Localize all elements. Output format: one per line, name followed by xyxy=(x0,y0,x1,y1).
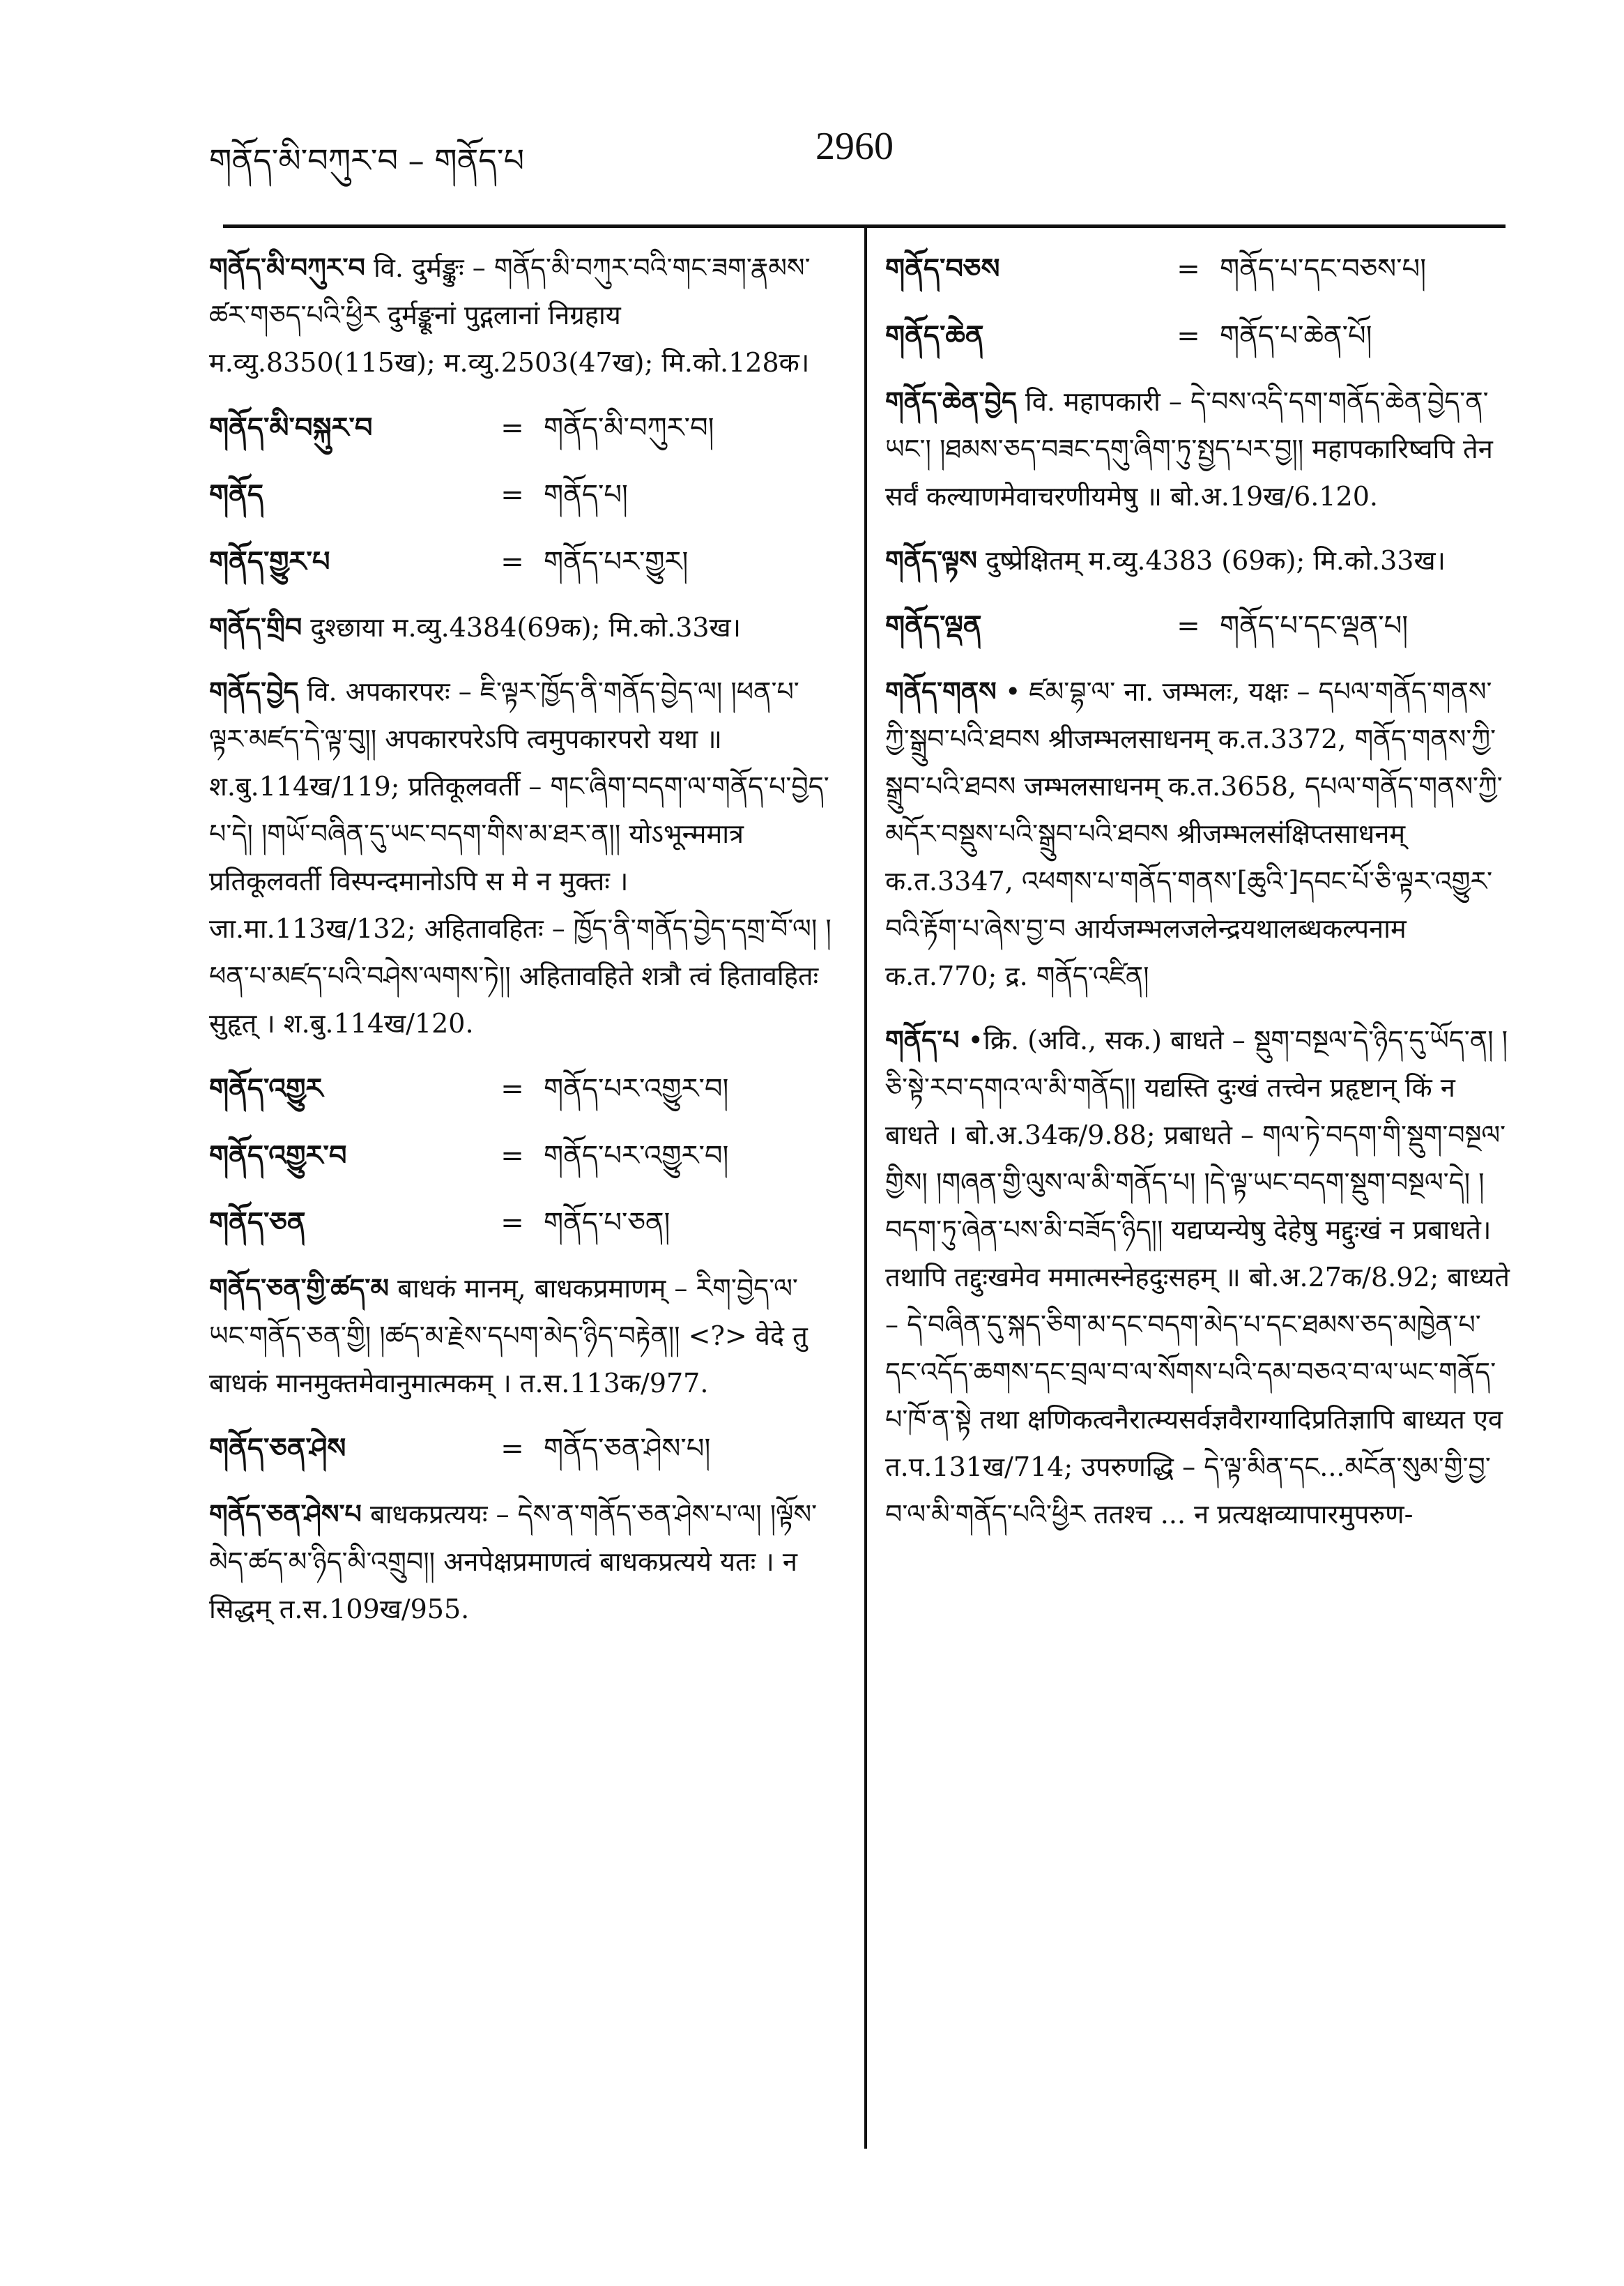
xref-equals: = xyxy=(500,1207,524,1239)
xref-headword: གནོད་ཅན xyxy=(209,1206,306,1239)
xref-equals: = xyxy=(500,1140,524,1172)
cross-reference xyxy=(209,470,836,520)
cross-reference xyxy=(209,1064,836,1114)
cross-reference xyxy=(209,1131,836,1181)
dictionary-entry xyxy=(209,1491,836,1633)
xref-equals: = xyxy=(1177,610,1200,642)
xref-target: གནོད་མི་བཀུར་བ། xyxy=(544,412,714,444)
xref-target: གནོད་པར་འགྱུར་བ། xyxy=(544,1140,729,1172)
xref-headword: གནོད་མི་བསྐུར་བ xyxy=(209,411,373,444)
entry-headword: གནོད་མི་བཀུར་བ xyxy=(209,252,365,283)
entry-definition: दुश्छाया म.व्यु.4384(69क); मि.को.33ख। xyxy=(310,612,742,643)
dictionary-entry xyxy=(885,537,1512,584)
cross-reference xyxy=(209,403,836,453)
xref-equals: = xyxy=(500,546,524,578)
xref-target: གནོད་པ་དང་བཅས་པ། xyxy=(1220,253,1427,285)
dictionary-entry xyxy=(209,668,836,1047)
xref-target: གནོད་པ་ཆེན་པོ། xyxy=(1220,320,1372,352)
entry-definition: दुष्प्रेक्षितम् म.व्यु.4383 (69क); मि.को.33ख। xyxy=(986,545,1446,576)
entry-definition: •क्रि. (अवि., सक.) बाधते – སྡུག་བསྔལ་དེ་ཉིད་དུ་ཡོད་ན། །ཅི་སྟེ་རབ་དགའ་ལ་མི་གནོད།། यद्यस्ति दुःखं तत्त्वेन प्रहृष्टान् किं न बाधते । बो.अ.34क/9.88; प्रबाधते – གལ་ཏེ་བདག་གི་སྡུག་བསྔལ་གྱིས། །གཞན་གྱི་ལུས་ལ་མི་གནོད་པ། །དེ་ལྟ་ཡང་བདག་སྡུག་བསྔལ་དེ། །བདག་ཏུ་ཞེན་པས་མི་བཟོད་ཉིད།། यद्यप्यन्येषु देहेषु मद्दुःखं न प्रबाधते। तथापि तद्दुःखमेव ममात्मस्नेहदुःसहम् ॥ बो.अ.27क/8.92; बाध्यते – དེ་བཞིན་དུ་སྐད་ཅིག་མ་དང་བདག་མེད་པ་དང་ཐམས་ཅད་མཁྱེན་པ་དང་འདོད་ཆགས་དང་བྲལ་བ་ལ་སོགས་པའི་དམ་བཅའ་བ་ལ་ཡང་གནོད་པ་ཁོ་ན་སྟེ तथा क्षणिकत्वनैरात्म्यसर्वज्ञवैराग्यादिप्रतिज्ञापि बाध्यत एव त.प.131ख/714; उपरुणद्धि – དེ་ལྟ་མིན་དང...མངོན་སུམ་གྱི་བྱ་བ་ལ་མི་གནོད་པའི་ཕྱིར ततश्च ... न प्रत्यक्षव्यापारमुपरुण- xyxy=(885,1025,1510,1530)
entry-definition: वि. महापकारी – དེ་བས་འདི་དག་གནོད་ཆེན་བྱེད་ན་ཡང་། །ཐམས་ཅད་བཟང་དགུ་ཞིག་ཏུ་སྤྱད་པར་བྱ།། महापकारिष्वपि तेन सर्वं कल्याणमेवाचरणीयमेषु ॥ बो.अ.19ख/6.120. xyxy=(885,386,1493,512)
xref-headword: གནོད་བཅས xyxy=(885,252,1000,285)
cross-reference xyxy=(885,311,1512,361)
cross-reference xyxy=(209,537,836,587)
entry-headword: གནོད་ལྟས xyxy=(885,544,977,576)
dictionary-entry xyxy=(209,604,836,651)
xref-target: གནོད་པར་གྱུར། xyxy=(544,546,689,578)
entry-headword: གནོད་པ xyxy=(885,1024,960,1056)
xref-target: གནོད་པ། xyxy=(544,479,628,511)
cross-reference xyxy=(209,1198,836,1248)
xref-equals: = xyxy=(1177,320,1200,352)
dictionary-entry xyxy=(209,1265,836,1407)
right-column xyxy=(885,244,1512,1555)
cross-reference xyxy=(209,1424,836,1474)
xref-headword: གནོད་འགྱུར་བ xyxy=(209,1139,347,1172)
xref-headword: གནོད་ལྡན xyxy=(885,609,982,642)
left-column xyxy=(209,244,836,1649)
column-divider xyxy=(864,224,867,2149)
xref-headword: གནོད་གྱུར་པ xyxy=(209,545,330,578)
entry-headword: གནོད་ཆེན་བྱེད xyxy=(885,386,1017,417)
xref-equals: = xyxy=(1177,253,1200,285)
entry-definition: बाधकं मानम्, बाधकप्रमाणम् – རིག་བྱེད་ལ་ཡང་གནོད་ཅན་གྱི། །ཚད་མ་རྗེས་དཔག་མེད་ཉིད་བརྟེན།། <?> वेदे तु बाधकं मानमुक्तमेवानुमात्मकम् । त.स.113क/977. xyxy=(209,1273,808,1399)
xref-headword: གནོད xyxy=(209,478,263,511)
entry-definition: बाधकप्रत्ययः – དེས་ན་གནོད་ཅན་ཤེས་པ་ལ། །ལྟོས་མེད་ཚད་མ་ཉིད་མི་འགྲུབ།། अनपेक्षप्रमाणत्वं बाधकप्रत्यये यतः । न सिद्धम् त.स.109ख/955. xyxy=(209,1499,818,1624)
entry-headword: གནོད་ཅན་ཤེས་པ xyxy=(209,1498,362,1530)
xref-equals: = xyxy=(500,1073,524,1105)
xref-target: གནོད་པ་དང་ལྡན་པ། xyxy=(1220,610,1409,642)
xref-headword: གནོད་འགྱུར xyxy=(209,1072,323,1105)
xref-equals: = xyxy=(500,412,524,444)
xref-target: གནོད་ཅན་ཤེས་པ། xyxy=(544,1433,711,1465)
xref-headword: གནོད་ཆེན xyxy=(885,319,984,352)
dictionary-entry xyxy=(885,378,1512,520)
dictionary-entry xyxy=(885,1016,1512,1538)
dictionary-entry xyxy=(209,244,836,386)
dictionary-entry xyxy=(885,668,1512,1000)
cross-reference xyxy=(885,601,1512,651)
xref-equals: = xyxy=(500,479,524,511)
xref-equals: = xyxy=(500,1433,524,1465)
running-header: གནོད་མི་བཀུར་བ – གནོད་པ xyxy=(209,142,525,179)
entry-headword: གནོད་གྲིབ xyxy=(209,611,302,643)
xref-target: གནོད་པ་ཅན། xyxy=(544,1207,671,1239)
entry-definition: वि. अपकारपरः – ཇི་ལྟར་ཁྱོད་ནི་གནོད་བྱེད་ལ། །ཕན་པ་ལྟར་མཛད་དེ་ལྟ་བུ།། अपकारपरेऽपि त्वमुपकारपरो यथा ॥ श.बु.114ख/119; प्रतिकूलवर्ती – གང་ཞིག་བདག་ལ་གནོད་པ་བྱེད་པ་དེ། །གཡོ་བཞིན་དུ་ཡང་བདག་གིས་མ་ཐར་ན།། योऽभून्ममात्र प्रतिकूलवर्ती विस्पन्दमानोऽपि स मे न मुक्तः । जा.मा.113ख/132; अहितावहितः – ཁྱོད་ནི་གནོད་བྱེད་དགྲ་བོ་ལ། །ཕན་པ་མཛད་པའི་བཤེས་ལགས་ཏེ།། अहितावहिते शत्रौ त्वं हितावहितः सुहृत् । श.बु.114ख/120. xyxy=(209,676,832,1039)
entry-headword: གནོད་ཅན་གྱི་ཚད་མ xyxy=(209,1272,390,1304)
entry-headword: གནོད་གནས xyxy=(885,676,997,707)
xref-headword: གནོད་ཅན་ཤེས xyxy=(209,1432,346,1465)
entry-headword: གནོད་བྱེད xyxy=(209,676,299,707)
entry-definition: वि. दुर्मङ्कुः – གནོད་མི་བཀུར་བའི་གང་ཟག་རྣམས་ཚར་གཅད་པའི་ཕྱིར दुर्मङ्कूनां पुद्गलानां निग्रहाय म.व्यु.8350(115ख); म.व्यु.2503(47ख); मि.को.128क। xyxy=(209,252,811,378)
entry-definition: • ཛམ་བྷ་ལ་ ना. जम्भलः, यक्षः – དཔལ་གནོད་གནས་ཀྱི་སྒྲུབ་པའི་ཐབས श्रीजम्भलसाधनम् क.त.3372, གནོད་གནས་ཀྱི་སྒྲུབ་པའི་ཐབས जम्भलसाधनम् क.त.3658, དཔལ་གནོད་གནས་ཀྱི་མདོར་བསྡུས་པའི་སྒྲུབ་པའི་ཐབས श्रीजम्भलसंक्षिप्तसाधनम् क.त.3347, འཕགས་པ་གནོད་གནས་[ཆུའི་]དབང་པོ་ཅི་ལྟར་འགྱུར་བའི་རྟོག་པ་ཞེས་བྱ་བ आर्यजम्भलजलेन्द्रयथालब्धकल्पनाम क.त.770; द्र. གནོད་འཛིན། xyxy=(885,676,1503,991)
xref-target: གནོད་པར་འགྱུར་བ། xyxy=(544,1073,729,1105)
cross-reference xyxy=(885,244,1512,294)
page-number: 2960 xyxy=(815,125,894,168)
